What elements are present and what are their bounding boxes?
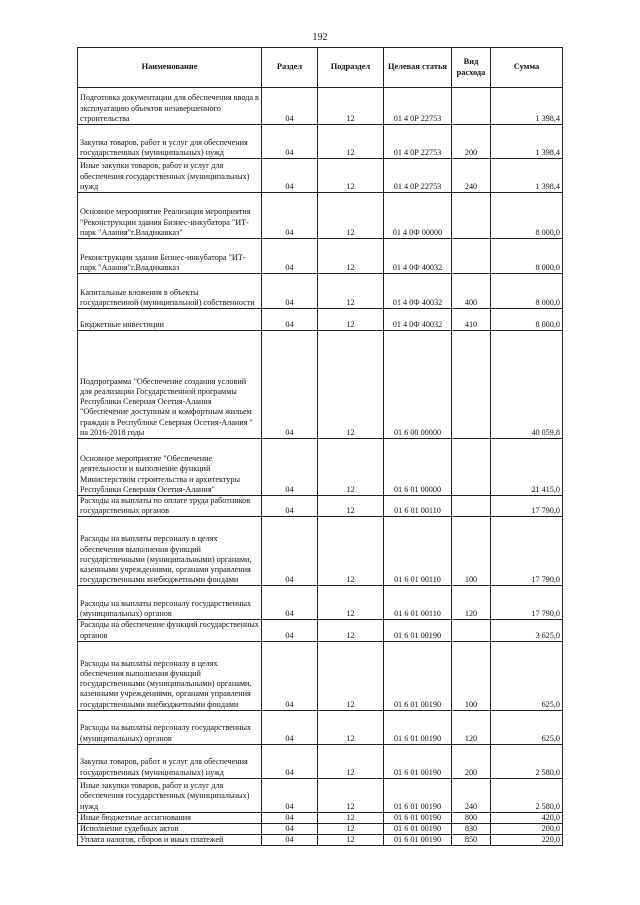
table-row (78, 517, 563, 586)
cell-statya: 01 6 01 00110 (384, 517, 452, 586)
cell-name: Основное мероприятие "Обеспечение деятельности и выполнение функций Министерством строительства и архитектуры Республики Северная Осетия-Алания" (78, 439, 262, 496)
cell-name: Закупка товаров, работ и услуг для обеспечения государственных (муниципальных) нужд (78, 125, 262, 159)
cell-summa: 8 000,0 (491, 239, 563, 274)
cell-name: Расходы на обеспечение функций государственных органов (78, 620, 262, 641)
cell-podrazdel: 12 (318, 159, 384, 193)
table-row (78, 824, 563, 835)
cell-podrazdel: 12 (318, 824, 384, 835)
table-body (78, 88, 563, 846)
cell-razdel: 04 (262, 496, 318, 517)
cell-razdel: 04 (262, 193, 318, 239)
cell-razdel: 04 (262, 824, 318, 835)
table-row (78, 309, 563, 331)
cell-razdel: 04 (262, 517, 318, 586)
cell-statya: 01 6 01 00190 (384, 744, 452, 778)
table-row (78, 778, 563, 812)
cell-name: Реконструкции здания Бизнес-инкубатора "ИТ-парк "Алания"г.Владикавказ (78, 239, 262, 274)
header-name: Наименование (78, 48, 262, 88)
cell-vid: 830 (452, 824, 491, 835)
table-row (78, 274, 563, 309)
cell-summa: 2 580,0 (491, 744, 563, 778)
cell-razdel: 04 (262, 778, 318, 812)
cell-vid: 240 (452, 778, 491, 812)
cell-summa: 3 625,0 (491, 620, 563, 641)
table-row (78, 812, 563, 823)
table-row (78, 710, 563, 744)
header-summa: Сумма (491, 48, 563, 88)
cell-name: Закупка товаров, работ и услуг для обеспечения государственных (муниципальных) нужд (78, 744, 262, 778)
cell-podrazdel: 12 (318, 193, 384, 239)
cell-statya: 01 6 01 00190 (384, 812, 452, 823)
cell-summa: 2 580,0 (491, 778, 563, 812)
cell-podrazdel: 12 (318, 710, 384, 744)
cell-podrazdel: 12 (318, 835, 384, 846)
cell-vid: 120 (452, 710, 491, 744)
table-header-row (78, 48, 563, 88)
cell-razdel: 04 (262, 125, 318, 159)
table-row (78, 159, 563, 193)
cell-vid: 240 (452, 159, 491, 193)
cell-podrazdel: 12 (318, 812, 384, 823)
cell-name: Основное мероприятие Реализация мероприятия "Реконструкции здания Бизнес-инкубатора "ИТ-парк "Алания"г.Владикавказ" (78, 193, 262, 239)
cell-statya: 01 6 01 00000 (384, 439, 452, 496)
cell-razdel: 04 (262, 620, 318, 641)
cell-name: Расходы на выплаты по оплате труда работников государственных органов (78, 496, 262, 517)
cell-statya: 01 4 0Ф 40032 (384, 239, 452, 274)
cell-vid: 200 (452, 744, 491, 778)
cell-name: Иные бюджетные ассигнования (78, 812, 262, 823)
cell-vid (452, 239, 491, 274)
cell-vid: 120 (452, 586, 491, 620)
cell-razdel: 04 (262, 439, 318, 496)
table-row (78, 193, 563, 239)
cell-podrazdel: 12 (318, 744, 384, 778)
cell-podrazdel: 12 (318, 778, 384, 812)
cell-name: Расходы на выплаты персоналу в целях обеспечения выполнения функций государственными (муниципальными) органами, казенными учреждениями, органами управления государственными внебюджетными фондами (78, 517, 262, 586)
cell-summa: 8 000,0 (491, 193, 563, 239)
table-row (78, 496, 563, 517)
cell-summa: 40 059,8 (491, 331, 563, 439)
cell-summa: 21 415,0 (491, 439, 563, 496)
header-statya: Целевая статья (384, 48, 452, 88)
cell-name: Расходы на выплаты персоналу государственных (муниципальных) органов (78, 586, 262, 620)
table-row (78, 835, 563, 846)
cell-vid: 100 (452, 517, 491, 586)
cell-name: Исполнение судебных актов (78, 824, 262, 835)
cell-vid: 400 (452, 274, 491, 309)
cell-vid: 800 (452, 812, 491, 823)
cell-summa: 17 790,0 (491, 586, 563, 620)
cell-statya: 01 4 0Р 22753 (384, 88, 452, 125)
cell-podrazdel: 12 (318, 331, 384, 439)
cell-statya: 01 4 0Р 22753 (384, 125, 452, 159)
cell-podrazdel: 12 (318, 620, 384, 641)
cell-statya: 01 4 0Ф 40032 (384, 274, 452, 309)
cell-razdel: 04 (262, 744, 318, 778)
cell-vid (452, 193, 491, 239)
header-podrazdel: Подраздел (318, 48, 384, 88)
table-row (78, 744, 563, 778)
table-row (78, 586, 563, 620)
cell-statya: 01 4 0Ф 00000 (384, 193, 452, 239)
cell-vid (452, 620, 491, 641)
table-row (78, 88, 563, 125)
cell-razdel: 04 (262, 239, 318, 274)
cell-podrazdel: 12 (318, 309, 384, 331)
cell-vid (452, 439, 491, 496)
cell-razdel: 04 (262, 812, 318, 823)
cell-summa: 420,0 (491, 812, 563, 823)
cell-summa: 17 790,0 (491, 496, 563, 517)
cell-podrazdel: 12 (318, 88, 384, 125)
cell-statya: 01 6 01 00190 (384, 778, 452, 812)
cell-podrazdel: 12 (318, 517, 384, 586)
cell-statya: 01 6 01 00110 (384, 496, 452, 517)
cell-vid: 410 (452, 309, 491, 331)
cell-summa: 625,0 (491, 641, 563, 710)
header-razdel: Раздел (262, 48, 318, 88)
cell-name: Иные закупки товаров, работ и услуг для обеспечения государственных (муниципальных) нужд (78, 778, 262, 812)
cell-podrazdel: 12 (318, 239, 384, 274)
cell-podrazdel: 12 (318, 125, 384, 159)
cell-statya: 01 6 00 00000 (384, 331, 452, 439)
cell-vid: 200 (452, 125, 491, 159)
cell-name: Бюджетные инвестиции (78, 309, 262, 331)
cell-name: Подпрограмма "Обеспечение создания условий для реализации Государственной программы Республики Северная Осетия-Алания "Обеспечение доступным и комфортным жильем граждан в Республике Северная Осетия-Алания " на 2016-2018 годы (78, 331, 262, 439)
table-row (78, 331, 563, 439)
cell-vid: 100 (452, 641, 491, 710)
cell-podrazdel: 12 (318, 641, 384, 710)
cell-statya: 01 6 01 00190 (384, 824, 452, 835)
cell-statya: 01 6 01 00110 (384, 586, 452, 620)
cell-statya: 01 6 01 00190 (384, 710, 452, 744)
cell-razdel: 04 (262, 274, 318, 309)
cell-statya: 01 6 01 00190 (384, 620, 452, 641)
cell-name: Уплата налогов, сборов и иных платежей (78, 835, 262, 846)
cell-vid (452, 496, 491, 517)
cell-summa: 625,0 (491, 710, 563, 744)
cell-podrazdel: 12 (318, 586, 384, 620)
cell-name: Подготовка документации для обеспечения ввода в эксплуатацию объектов незавершенного строительства (78, 88, 262, 125)
cell-razdel: 04 (262, 710, 318, 744)
cell-statya: 01 4 0Ф 40032 (384, 309, 452, 331)
cell-razdel: 04 (262, 88, 318, 125)
cell-podrazdel: 12 (318, 496, 384, 517)
table-row (78, 439, 563, 496)
cell-summa: 1 398,4 (491, 159, 563, 193)
cell-razdel: 04 (262, 586, 318, 620)
cell-summa: 200,0 (491, 824, 563, 835)
cell-summa: 8 000,0 (491, 274, 563, 309)
cell-summa: 220,0 (491, 835, 563, 846)
cell-razdel: 04 (262, 331, 318, 439)
budget-table (77, 47, 563, 846)
cell-summa: 1 398,4 (491, 88, 563, 125)
cell-razdel: 04 (262, 835, 318, 846)
cell-razdel: 04 (262, 641, 318, 710)
cell-podrazdel: 12 (318, 274, 384, 309)
cell-name: Капитальные вложения в объекты государственной (муниципальной) собственности (78, 274, 262, 309)
cell-name: Расходы на выплаты персоналу в целях обеспечения выполнения функций государственными (муниципальными) органами, казенными учреждениями, органами управления государственными внебюджетными фондами (78, 641, 262, 710)
cell-name: Расходы на выплаты персоналу государственных (муниципальных) органов (78, 710, 262, 744)
cell-statya: 01 6 01 00190 (384, 641, 452, 710)
page-number: 192 (312, 32, 328, 43)
cell-statya: 01 4 0Р 22753 (384, 159, 452, 193)
cell-razdel: 04 (262, 159, 318, 193)
cell-name: Иные закупки товаров, работ и услуг для обеспечения государственных (муниципальных) нужд (78, 159, 262, 193)
cell-statya: 01 6 01 00190 (384, 835, 452, 846)
table-row (78, 125, 563, 159)
table-row (78, 239, 563, 274)
cell-summa: 1 398,4 (491, 125, 563, 159)
cell-summa: 17 790,0 (491, 517, 563, 586)
header-vid: Вид расхода (452, 48, 491, 88)
cell-summa: 8 000,0 (491, 309, 563, 331)
table-row (78, 620, 563, 641)
cell-vid (452, 88, 491, 125)
table-row (78, 641, 563, 710)
cell-razdel: 04 (262, 309, 318, 331)
cell-podrazdel: 12 (318, 439, 384, 496)
cell-vid (452, 331, 491, 439)
cell-vid: 850 (452, 835, 491, 846)
